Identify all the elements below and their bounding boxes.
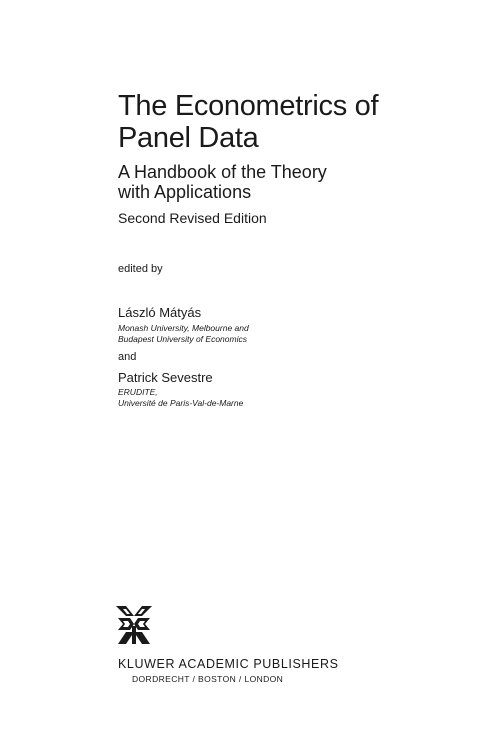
editor-affiliation: Université de Paris-Val-de-Marne bbox=[118, 398, 244, 408]
publisher-cities: DORDRECHT / BOSTON / LONDON bbox=[132, 674, 284, 684]
editor-name: László Mátyás bbox=[118, 305, 202, 320]
book-subtitle-line-2: with Applications bbox=[118, 182, 252, 202]
editor-affiliation: ERUDITE, bbox=[118, 387, 158, 397]
editor-affiliation: Budapest University of Economics bbox=[118, 334, 247, 344]
edited-by-label: edited by bbox=[118, 263, 163, 275]
book-title-line-1: The Econometrics of bbox=[118, 90, 379, 122]
publisher-name: KLUWER ACADEMIC PUBLISHERS bbox=[118, 657, 339, 671]
book-subtitle-line-1: A Handbook of the Theory bbox=[118, 162, 327, 182]
publisher-logo-icon bbox=[114, 604, 154, 646]
book-title-line-2: Panel Data bbox=[118, 122, 259, 154]
editor-affiliation: Monash University, Melbourne and bbox=[118, 323, 249, 333]
editor-name: Patrick Sevestre bbox=[118, 370, 213, 385]
edition-label: Second Revised Edition bbox=[118, 210, 267, 226]
conjunction-label: and bbox=[118, 351, 137, 363]
